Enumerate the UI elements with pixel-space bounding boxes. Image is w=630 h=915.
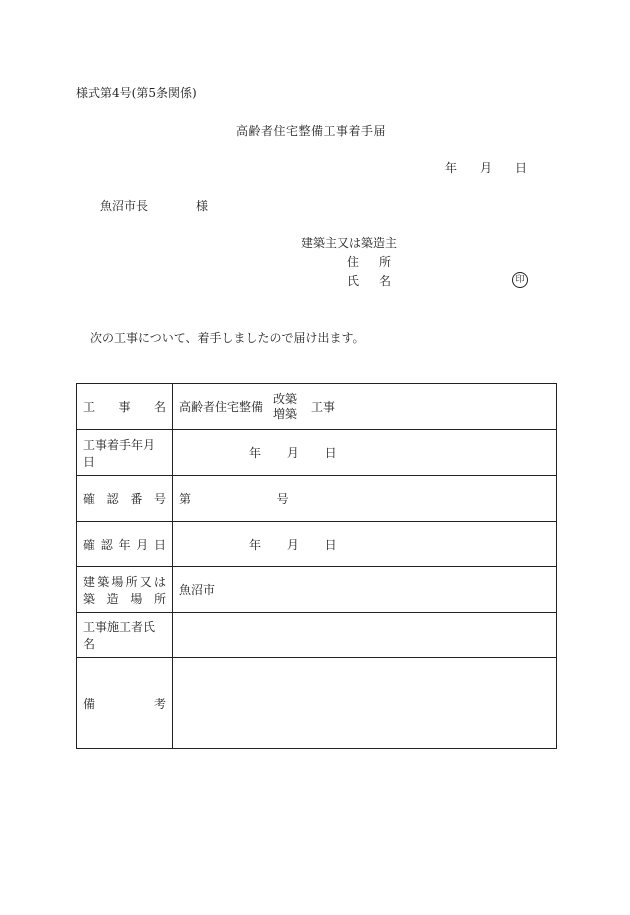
koji-choice (273, 392, 297, 422)
koji-label-char-1: 工 (83, 400, 96, 414)
koji-label (83, 398, 166, 415)
start-date-text: 年 月 日 (249, 446, 337, 460)
document-title: 高齢者住宅整備工事着手届 (236, 124, 387, 138)
confirm-no-label-cell (77, 476, 173, 522)
remarks-value[interactable] (173, 658, 557, 749)
table-row-start-date (77, 430, 557, 476)
notification-table (76, 383, 557, 749)
confirm-no-prefix: 第 (179, 492, 192, 506)
contractor-value[interactable] (173, 613, 557, 658)
remarks-label-cell (77, 658, 173, 749)
date-day-label: 日 (515, 161, 528, 175)
table-row-site (77, 567, 557, 613)
confirm-no-value[interactable] (173, 476, 557, 522)
addressee-name: 魚沼市長 (100, 199, 149, 213)
site-label (83, 573, 166, 607)
table-row-confirm-no (77, 476, 557, 522)
addressee-honorific: 様 (196, 199, 209, 213)
start-date-label: 工事着手年月日 (77, 430, 173, 476)
name-label: 氏名 (347, 274, 412, 288)
table-row-contractor (77, 613, 557, 658)
koji-value-cell (173, 384, 557, 430)
koji-option-zouchiku: 増築 (273, 406, 298, 421)
date-year-label: 年 (445, 161, 458, 175)
date-month-label: 月 (480, 161, 493, 175)
confirm-no-label: 確 認 番 号 (83, 492, 166, 506)
start-date-value[interactable] (173, 430, 557, 476)
koji-label-cell (77, 384, 173, 430)
site-value[interactable]: 魚沼市 (173, 567, 557, 613)
confirm-no-suffix: 号 (276, 492, 289, 506)
site-label-line1: 建 築 場 所 又 は (83, 574, 166, 589)
confirm-date-value[interactable] (173, 522, 557, 567)
koji-label-char-2: 事 (118, 400, 131, 414)
koji-suffix: 工事 (311, 400, 336, 414)
seal-mark-icon: 印 (512, 272, 528, 288)
site-label-cell (77, 567, 173, 613)
remarks-label: 備 考 (83, 696, 166, 711)
site-label-line2: 築 造 場 所 (83, 591, 166, 606)
koji-option-kaichiku: 改築 (273, 391, 298, 406)
table-row-remarks (77, 658, 557, 749)
koji-label-char-3: 名 (153, 400, 166, 414)
address-label: 住所 (347, 255, 412, 269)
confirm-date-text: 年 月 日 (249, 537, 337, 552)
contractor-label: 工事施工者氏名 (77, 613, 173, 658)
form-number: 様式第4号(第5条関係) (76, 86, 197, 100)
applicant-label: 建築主又は築造主 (301, 236, 398, 250)
table-row-confirm-date (77, 522, 557, 567)
confirm-date-label: 確 認 年 月 日 (83, 537, 166, 552)
koji-prefix: 高齢者住宅整備 (179, 400, 264, 414)
confirm-date-label-cell (77, 522, 173, 567)
table-row-koji (77, 384, 557, 430)
intro-text: 次の工事について、着手しましたので届け出ます。 (90, 331, 365, 345)
